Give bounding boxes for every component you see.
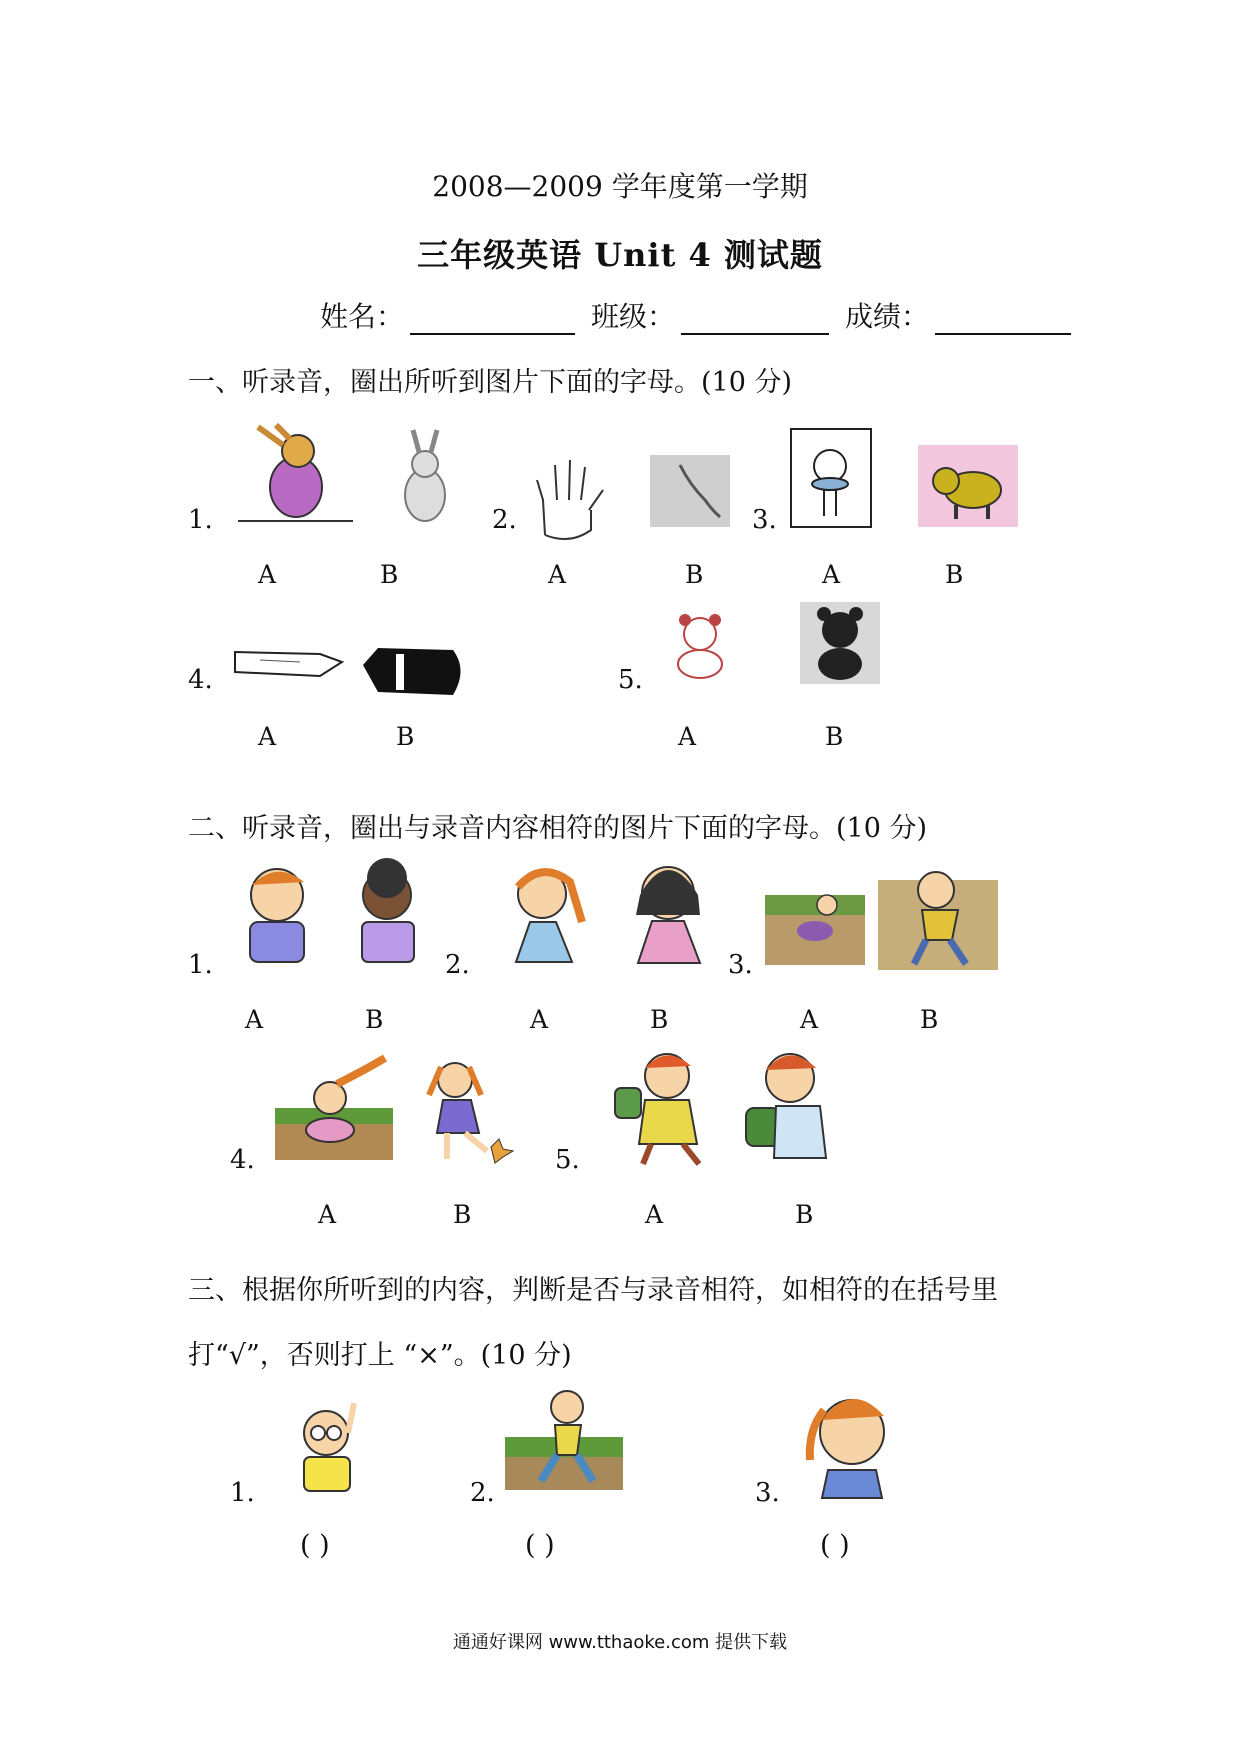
option-a-label[interactable]: A [800, 1005, 819, 1034]
girl-touching-mouth-picture [620, 855, 715, 965]
option-b-label[interactable]: B [453, 1200, 472, 1229]
score-blank[interactable] [935, 303, 1071, 335]
bear-picture [800, 602, 880, 684]
girl-kicking-picture [425, 1055, 513, 1167]
exam-title: 三年级英语 Unit 4 测试题 [417, 236, 823, 274]
option-b-label[interactable]: B [825, 722, 844, 751]
s3-item-number: 3. [755, 1478, 780, 1508]
boy-touching-head-picture [290, 1395, 370, 1495]
s1-item-number: 1. [188, 505, 213, 535]
option-b-label[interactable]: B [396, 722, 415, 751]
student-info-row [320, 295, 1071, 335]
option-a-label[interactable]: A [258, 560, 277, 589]
option-a-label[interactable]: A [678, 722, 697, 751]
class-label: 班级： [591, 300, 676, 333]
girl-picking-picture [765, 885, 865, 965]
section-3-title-line-2: 打“√”，否则打上 “×”。(10 分) [188, 1340, 572, 1371]
option-a-label[interactable]: A [822, 560, 841, 589]
s1-item-number: 2. [492, 505, 517, 535]
answer-brackets[interactable]: ( ) [820, 1530, 850, 1561]
s2-item-number: 2. [445, 950, 470, 980]
girl-sitting-picture [275, 1060, 393, 1160]
duck-picture [790, 428, 872, 528]
exam-term: 2008—2009 学年度第一学期 [432, 170, 808, 203]
boy-touching-ears-picture [342, 860, 432, 965]
option-b-label[interactable]: B [650, 1005, 669, 1034]
s1-item-number: 3. [752, 505, 777, 535]
s2-item-number: 4. [230, 1145, 255, 1175]
s3-item-number: 2. [470, 1478, 495, 1508]
score-label: 成绩： [845, 300, 930, 333]
boy-running-picture [878, 860, 998, 970]
option-b-label[interactable]: B [685, 560, 704, 589]
hand-picture [525, 455, 610, 540]
option-b-label[interactable]: B [380, 560, 399, 589]
option-a-label[interactable]: A [258, 722, 277, 751]
option-a-label[interactable]: A [530, 1005, 549, 1034]
crayon-picture [358, 640, 473, 700]
rabbit-picture [385, 430, 465, 530]
pencil-picture [230, 632, 350, 687]
option-a-label[interactable]: A [645, 1200, 664, 1229]
boy-touching-knees-picture [505, 1385, 623, 1490]
option-a-label[interactable]: A [318, 1200, 337, 1229]
girl-waving-picture [605, 1048, 720, 1168]
s1-item-number: 5. [618, 665, 643, 695]
boy-backpack-picture [740, 1048, 835, 1160]
boy-touching-face-picture [232, 860, 320, 965]
option-b-label[interactable]: B [365, 1005, 384, 1034]
arm-picture [650, 455, 730, 527]
section-1-title: 一、听录音，圈出所听到图片下面的字母。(10 分) [188, 367, 793, 398]
option-b-label[interactable]: B [920, 1005, 939, 1034]
option-b-label[interactable]: B [795, 1200, 814, 1229]
section-3-title-line-1: 三、根据你所听到的内容，判断是否与录音相符，如相符的在括号里 [188, 1275, 998, 1306]
girl-touching-neck-picture [500, 862, 590, 967]
section-2-title: 二、听录音，圈出与录音内容相符的图片下面的字母。(10 分) [188, 813, 928, 844]
rabbit-dancing-picture [238, 425, 353, 525]
panda-picture [655, 612, 745, 682]
s2-item-number: 5. [555, 1145, 580, 1175]
name-label: 姓名： [320, 300, 405, 333]
girl-touching-cheeks-picture [800, 1380, 905, 1500]
s1-item-number: 4. [188, 665, 213, 695]
option-b-label[interactable]: B [945, 560, 964, 589]
answer-brackets[interactable]: ( ) [300, 1530, 330, 1561]
dog-picture [918, 445, 1018, 527]
footer-source: 通通好课网 www.tthaoke.com 提供下载 [452, 1632, 788, 1653]
option-a-label[interactable]: A [245, 1005, 264, 1034]
name-blank[interactable] [410, 303, 575, 335]
s3-item-number: 1. [230, 1478, 255, 1508]
answer-brackets[interactable]: ( ) [525, 1530, 555, 1561]
option-a-label[interactable]: A [548, 560, 567, 589]
s2-item-number: 3. [728, 950, 753, 980]
s2-item-number: 1. [188, 950, 213, 980]
class-blank[interactable] [681, 303, 829, 335]
